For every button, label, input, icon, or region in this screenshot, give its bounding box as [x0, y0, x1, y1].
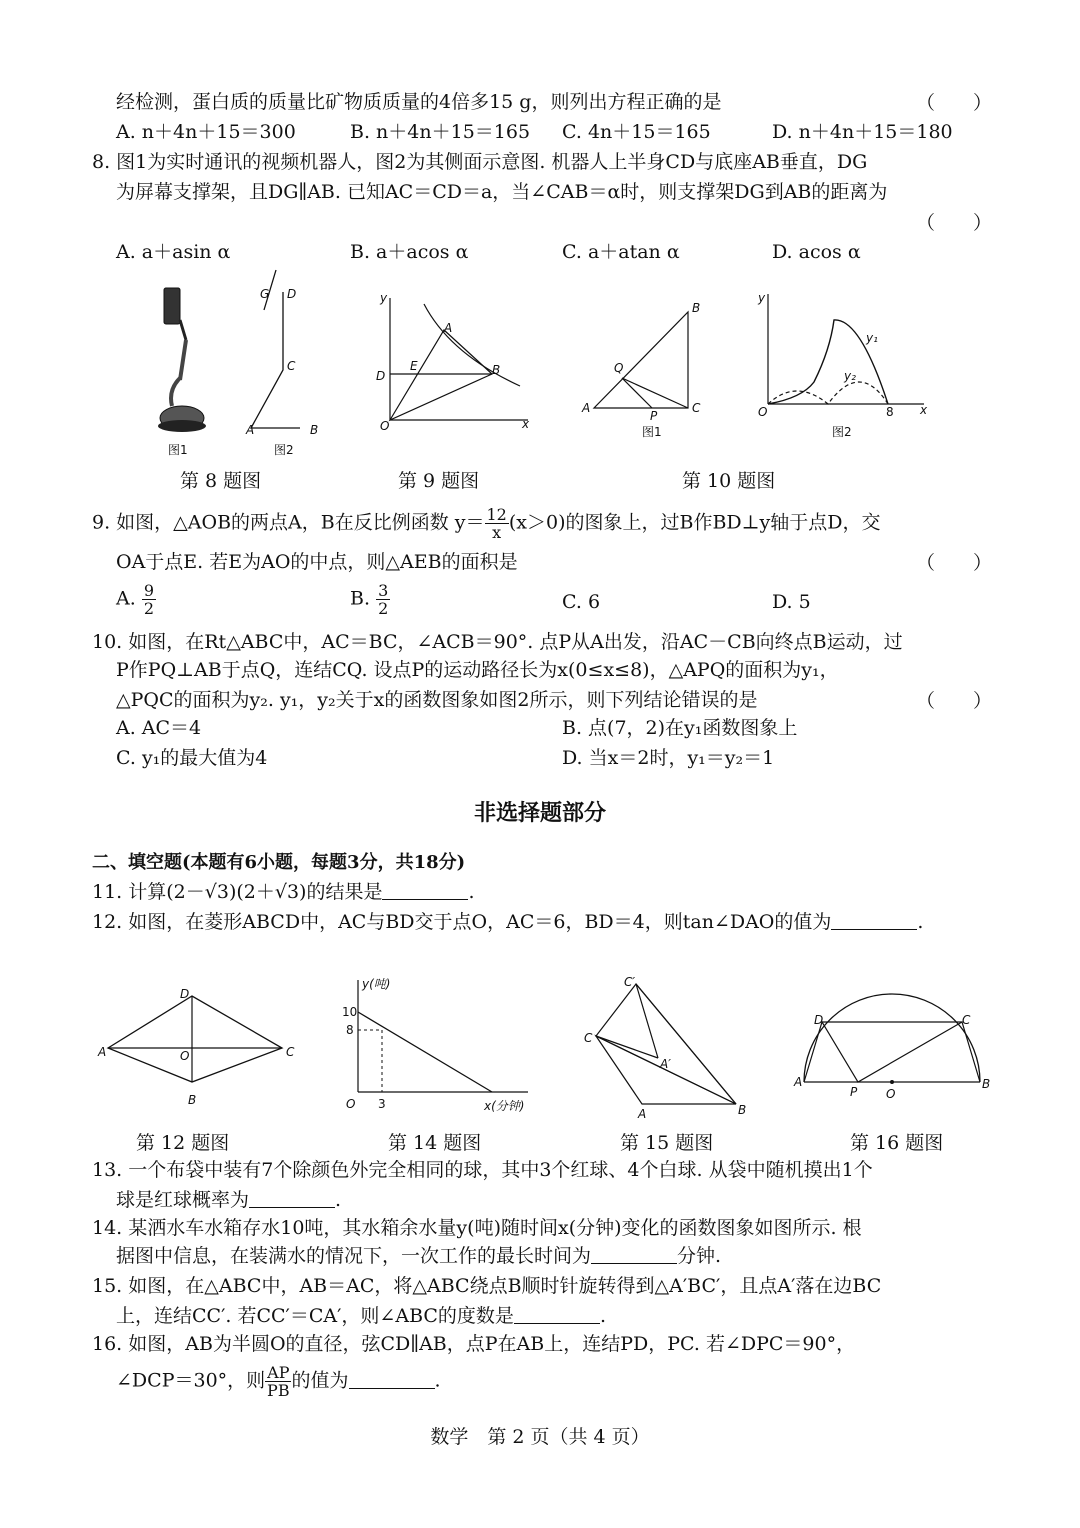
q9-frac-den: x: [492, 523, 502, 542]
q9-option-b-letter: B.: [350, 587, 371, 610]
svg-text:C: C: [286, 1045, 295, 1059]
svg-text:B: B: [188, 1093, 197, 1107]
fig10-y1-label: y₁: [866, 331, 878, 345]
q9-option-a-den: 2: [143, 599, 154, 618]
q16-stem-line2: [116, 1364, 441, 1399]
q9-option-b-frac: [376, 582, 390, 617]
q16-answer-blank[interactable]: [349, 1370, 435, 1389]
svg-text:B: B: [310, 423, 319, 437]
svg-text:O: O: [380, 419, 390, 433]
svg-text:A: A: [246, 423, 255, 437]
figure-12: [96, 984, 306, 1108]
svg-text:x: x: [920, 403, 928, 417]
svg-text:A: A: [582, 401, 591, 415]
q7-option-d: D. n＋4n＋15＝180: [772, 121, 953, 143]
q9-option-a: [116, 582, 156, 617]
q13-answer-blank[interactable]: [249, 1189, 335, 1208]
q10-stem-line1: 10. 如图，在Rt△ABC中，AC＝BC，∠ACB＝90°. 点P从A出发，沿AC－CB向终点B运动，过: [92, 631, 903, 653]
fig8-caption: 第 8 题图: [180, 470, 262, 492]
q15-answer-blank[interactable]: [514, 1305, 600, 1324]
fig10-label-fig1: 图1: [642, 425, 662, 439]
figure-15: [578, 972, 758, 1121]
page-footer: 数学 第 2 页（共 4 页）: [430, 1426, 650, 1448]
robot-illustration: [158, 288, 206, 432]
svg-text:B: B: [692, 301, 701, 315]
svg-text:C: C: [584, 1031, 593, 1045]
fig14-tick-10: 10: [342, 1005, 358, 1019]
q14-answer-blank[interactable]: [591, 1245, 677, 1264]
fig15-caption: 第 15 题图: [620, 1132, 714, 1154]
svg-text:B: B: [492, 363, 501, 377]
svg-text:D: D: [814, 1013, 824, 1027]
svg-text:O: O: [758, 405, 768, 419]
q8-option-a: A. a＋asin α: [116, 241, 231, 263]
q10-option-a: A. AC＝4: [116, 717, 202, 739]
q9-answer-bracket: （ ）: [915, 552, 992, 574]
q8-option-c: C. a＋atan α: [562, 241, 680, 263]
q9-frac-num: 12: [486, 505, 507, 524]
q10-option-b: B. 点(7，2)在y₁函数图象上: [562, 717, 798, 739]
fig9-caption: 第 9 题图: [398, 470, 480, 492]
q7-option-a: A. n＋4n＋15＝300: [116, 121, 296, 143]
q12-answer-blank[interactable]: [831, 911, 917, 930]
q11-stem: [92, 878, 475, 906]
svg-text:D: D: [287, 287, 297, 301]
q16-text-mid: 的值为: [291, 1369, 349, 1392]
fig14-tick-3: 3: [378, 1097, 386, 1111]
figure-9: [370, 290, 540, 435]
svg-text:C: C: [962, 1013, 971, 1027]
q10-option-c: C. y₁的最大值为4: [116, 747, 268, 769]
q14-stem-line2: [116, 1242, 721, 1270]
svg-text:O: O: [346, 1097, 356, 1111]
q12-period: .: [917, 911, 924, 933]
q15-text: 上，连结CC′. 若CC′＝CA′，则∠ABC的度数是: [116, 1305, 514, 1327]
svg-text:D: D: [180, 987, 190, 1001]
q16-stem-line1: 16. 如图，AB为半圆O的直径，弦CD∥AB，点P在AB上，连结PD，PC. 若∠DPC＝90°，: [92, 1333, 856, 1355]
svg-text:O: O: [180, 1049, 190, 1063]
q10-stem-line3: △PQC的面积为y₂. y₁，y₂关于x的函数图象如图2所示，则下列结论错误的是: [116, 689, 758, 711]
q8-answer-bracket: （ ）: [915, 212, 992, 234]
fig10-tick-8: 8: [886, 405, 894, 419]
q16-frac-num: AP: [267, 1363, 290, 1382]
fig14-caption: 第 14 题图: [388, 1132, 482, 1154]
svg-text:B: B: [738, 1103, 747, 1117]
figure-8: [140, 270, 340, 460]
figure-14: [338, 974, 538, 1114]
svg-text:D: D: [376, 369, 386, 383]
q9-option-a-num: 9: [143, 581, 154, 600]
q13-stem-line1: 13. 一个布袋中装有7个除颜色外完全相同的球，其中3个红球、4个白球. 从袋中随机摸出1个: [92, 1159, 873, 1181]
svg-text:x: x: [522, 417, 530, 431]
fig8-label-fig2: 图2: [274, 443, 294, 457]
q9-option-d: D. 5: [772, 591, 811, 613]
q13-period: .: [335, 1189, 342, 1211]
q14-unit: 分钟.: [677, 1245, 722, 1267]
svg-text:C: C: [287, 359, 296, 373]
q15-period: .: [599, 1305, 606, 1327]
q12-text: 12. 如图，在菱形ABCD中，AC与BD交于点O，AC＝6，BD＝4，则tan∠DAO的值为: [92, 911, 832, 933]
q9-option-a-frac: [142, 582, 156, 617]
q13-stem-line2: [116, 1186, 341, 1214]
q9-stem-line1: [92, 506, 880, 541]
q16-fraction: [265, 1364, 291, 1399]
svg-text:O: O: [886, 1087, 896, 1101]
q10-answer-bracket: （ ）: [915, 690, 992, 712]
q7-option-c: C. 4n＋15＝165: [562, 121, 711, 143]
svg-text:A: A: [444, 321, 453, 335]
fig14-tick-8: 8: [346, 1023, 354, 1037]
fig14-y-axis-label: y(吨): [362, 977, 391, 991]
section-title: 非选择题部分: [473, 800, 606, 826]
q9-fraction: [485, 506, 509, 541]
q7-option-b: B. n＋4n＋15＝165: [350, 121, 531, 143]
q14-text: 据图中信息，在装满水的情况下，一次工作的最长时间为: [116, 1245, 592, 1267]
svg-text:y: y: [380, 291, 388, 305]
q9-option-a-letter: A.: [116, 587, 136, 610]
q8-stem-line2: 为屏幕支撑架，且DG∥AB. 已知AC＝CD＝a，当∠CAB＝α时，则支撑架DG到AB的距离为: [116, 181, 888, 203]
svg-text:E: E: [410, 359, 418, 373]
fig8-label-fig1: 图1: [168, 443, 188, 457]
q16-frac-den: PB: [267, 1381, 290, 1400]
svg-text:A: A: [794, 1075, 803, 1089]
q15-stem-line1: 15. 如图，在△ABC中，AB＝AC，将△ABC绕点B顺时针旋转得到△A′BC′，且点A′落在边BC: [92, 1275, 882, 1297]
part2-heading: 二、填空题(本题有6小题，每题3分，共18分): [92, 852, 466, 873]
svg-text:P: P: [850, 1085, 858, 1099]
fig12-caption: 第 12 题图: [136, 1132, 230, 1154]
svg-text:C′: C′: [624, 975, 636, 989]
fig16-caption: 第 16 题图: [850, 1132, 944, 1154]
q10-option-d: D. 当x＝2时，y₁＝y₂＝1: [562, 747, 775, 769]
svg-text:C: C: [692, 401, 701, 415]
svg-text:A: A: [98, 1045, 107, 1059]
figure-16: [792, 990, 992, 1110]
q9-stem-line2: OA于点E. 若E为AO的中点，则△AEB的面积是: [116, 551, 518, 573]
q9-text-pre: 9. 如图，△AOB的两点A，B在反比例函数 y＝: [92, 511, 485, 534]
q13-text: 球是红球概率为: [116, 1189, 250, 1211]
q16-period: .: [434, 1369, 441, 1392]
q8-option-d: D. acos α: [772, 241, 861, 263]
q12-stem: [92, 908, 923, 936]
svg-text:A′: A′: [660, 1057, 671, 1071]
q10-stem-line2: P作PQ⊥AB于点Q，连结CQ. 设点P的运动路径长为x(0≤x≤8)，△APQ的面积为y₁，: [116, 659, 839, 681]
q15-stem-line2: [116, 1302, 606, 1330]
svg-text:B: B: [982, 1077, 991, 1091]
q9-option-c: C. 6: [562, 591, 601, 613]
fig10-y2-label: y₂: [844, 369, 856, 383]
svg-text:y: y: [758, 291, 766, 305]
q11-text: 11. 计算(2－√3)(2＋√3)的结果是: [92, 881, 383, 903]
q8-stem-line1: 8. 图1为实时通讯的视频机器人，图2为其侧面示意图. 机器人上半身CD与底座AB垂直，DG: [92, 151, 868, 173]
figure-10-1: [580, 300, 710, 440]
q9-text-post: (x＞0)的图象上，过B作BD⊥y轴于点D，交: [508, 511, 881, 534]
q14-stem-line1: 14. 某洒水车水箱存水10吨，其水箱余水量y(吨)随时间x(分钟)变化的函数图象如图所示. 根: [92, 1217, 862, 1239]
q9-option-b-den: 2: [378, 599, 389, 618]
q11-period: .: [468, 881, 475, 903]
figure-10-2: [752, 290, 937, 440]
q9-option-b: [350, 582, 390, 617]
q8-option-b: B. a＋acos α: [350, 241, 469, 263]
q9-option-b-num: 3: [378, 581, 389, 600]
svg-text:P: P: [650, 409, 658, 423]
fig14-x-axis-label: x(分钟): [484, 1099, 525, 1113]
q7-answer-bracket: （ ）: [915, 92, 992, 114]
q16-text-pre: ∠DCP＝30°，则: [116, 1369, 266, 1392]
fig10-caption: 第 10 题图: [682, 470, 776, 492]
svg-text:G: G: [260, 287, 270, 301]
fig10-label-fig2: 图2: [832, 425, 852, 439]
svg-text:A: A: [638, 1107, 647, 1121]
q7-stem: 经检测，蛋白质的质量比矿物质质量的4倍多15 g，则列出方程正确的是: [116, 91, 722, 113]
q11-answer-blank[interactable]: [382, 881, 468, 900]
svg-text:Q: Q: [614, 361, 624, 375]
